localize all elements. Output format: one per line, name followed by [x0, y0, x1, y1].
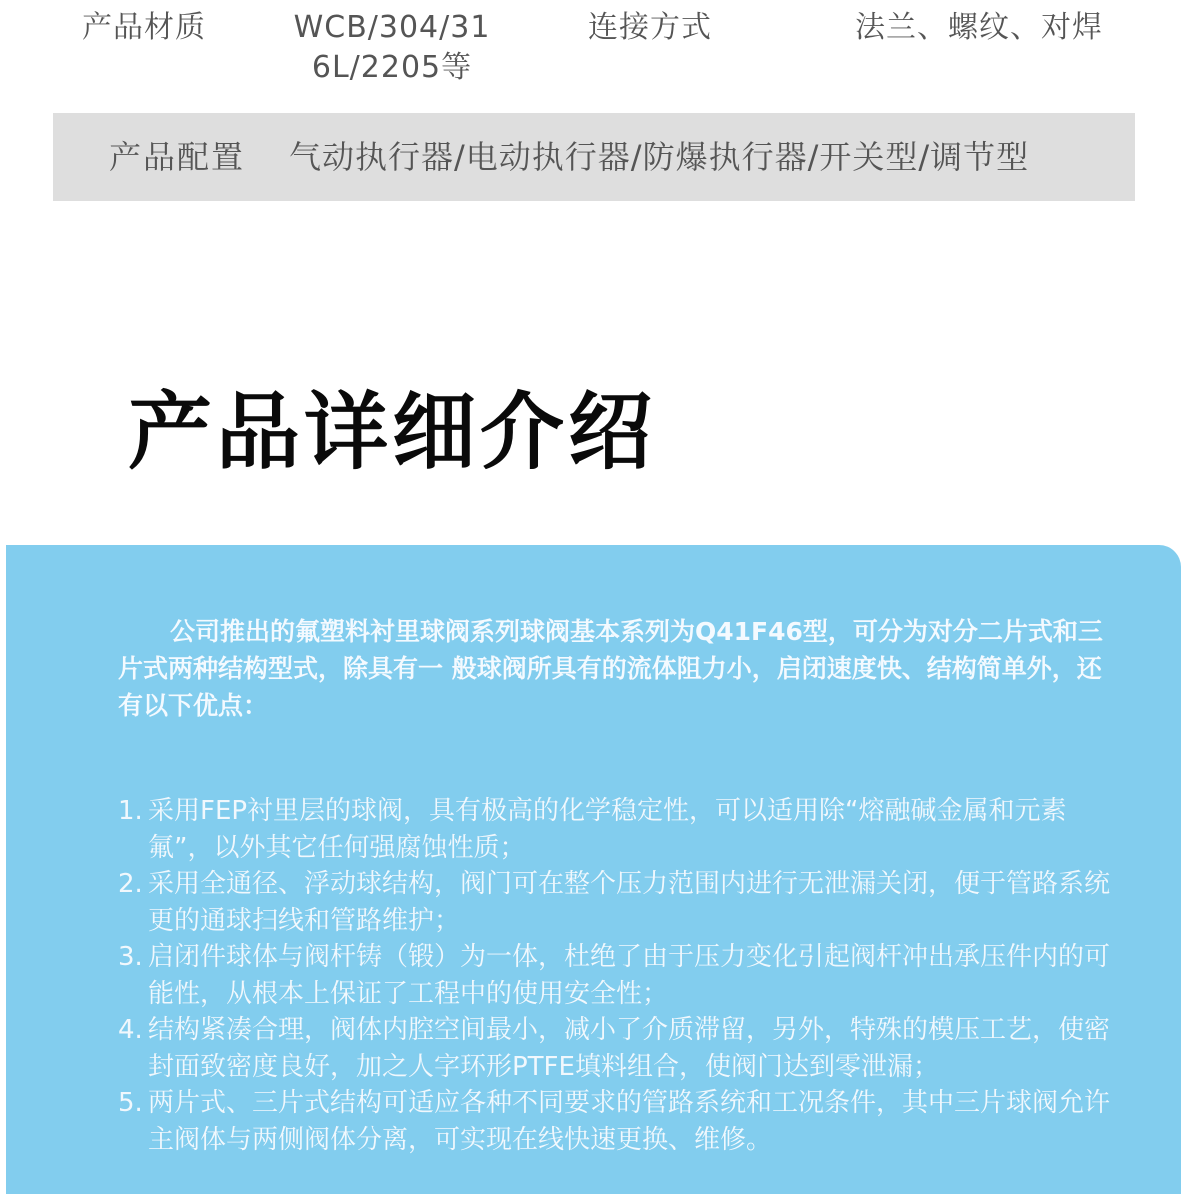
intro-paragraph: 公司推出的氟塑料衬里球阀系列球阀基本系列为Q41F46型，可分为对分二片式和三片式两种结构型式，除具有一 般球阀所具有的流体阻力小，启闭速度快、结构简单外，还有以下优点：	[118, 617, 1103, 720]
feature-text: 采用全通径、浮动球结构，阀门可在整个压力范围内进行无泄漏关闭，便于管路系统更的通球扫线和管路维护；	[148, 869, 1111, 936]
config-value: 气动执行器/电动执行器/防爆执行器/开关型/调节型	[289, 138, 1030, 176]
section-title: 产品详细介绍	[128, 383, 657, 481]
connection-value: 法兰、螺纹、对焊	[855, 10, 1103, 45]
material-value	[292, 8, 492, 88]
material-value-line1: WCB/304/31	[293, 10, 491, 45]
feature-item	[118, 939, 1118, 1012]
feature-number: 3.	[118, 942, 143, 972]
feature-item	[118, 866, 1118, 939]
feature-number: 1.	[118, 796, 143, 826]
material-value-line2: 6L/2205等	[311, 50, 473, 85]
config-label: 产品配置	[109, 138, 246, 176]
feature-item	[118, 1085, 1118, 1158]
feature-item	[118, 793, 1118, 866]
features-list	[118, 793, 1118, 1158]
feature-number: 4.	[118, 1015, 143, 1045]
feature-number: 2.	[118, 869, 143, 899]
feature-item	[118, 1012, 1118, 1085]
feature-text: 采用FEP衬里层的球阀，具有极高的化学稳定性，可以适用除“熔融碱金属和元素氟”，以外其它任何强腐蚀性质；	[148, 796, 1067, 863]
feature-text: 启闭件球体与阀杆铸（锻）为一体，杜绝了由于压力变化引起阀杆冲出承压件内的可能性，从根本上保证了工程中的使用安全性；	[148, 942, 1111, 1009]
feature-text: 结构紧凑合理，阀体内腔空间最小，减小了介质滞留，另外，特殊的模压工艺，使密封面致密度良好，加之人字环形PTFE填料组合，使阀门达到零泄漏；	[148, 1015, 1111, 1082]
material-label: 产品材质	[82, 10, 206, 45]
feature-number: 5.	[118, 1088, 143, 1118]
spec-row	[0, 0, 1185, 100]
info-panel	[6, 545, 1181, 1194]
connection-label: 连接方式	[588, 10, 712, 45]
feature-text: 两片式、三片式结构可适应各种不同要求的管路系统和工况条件，其中三片球阀允许主阀体与两侧阀体分离，可实现在线快速更换、维修。	[148, 1088, 1111, 1155]
config-bar	[53, 113, 1135, 201]
